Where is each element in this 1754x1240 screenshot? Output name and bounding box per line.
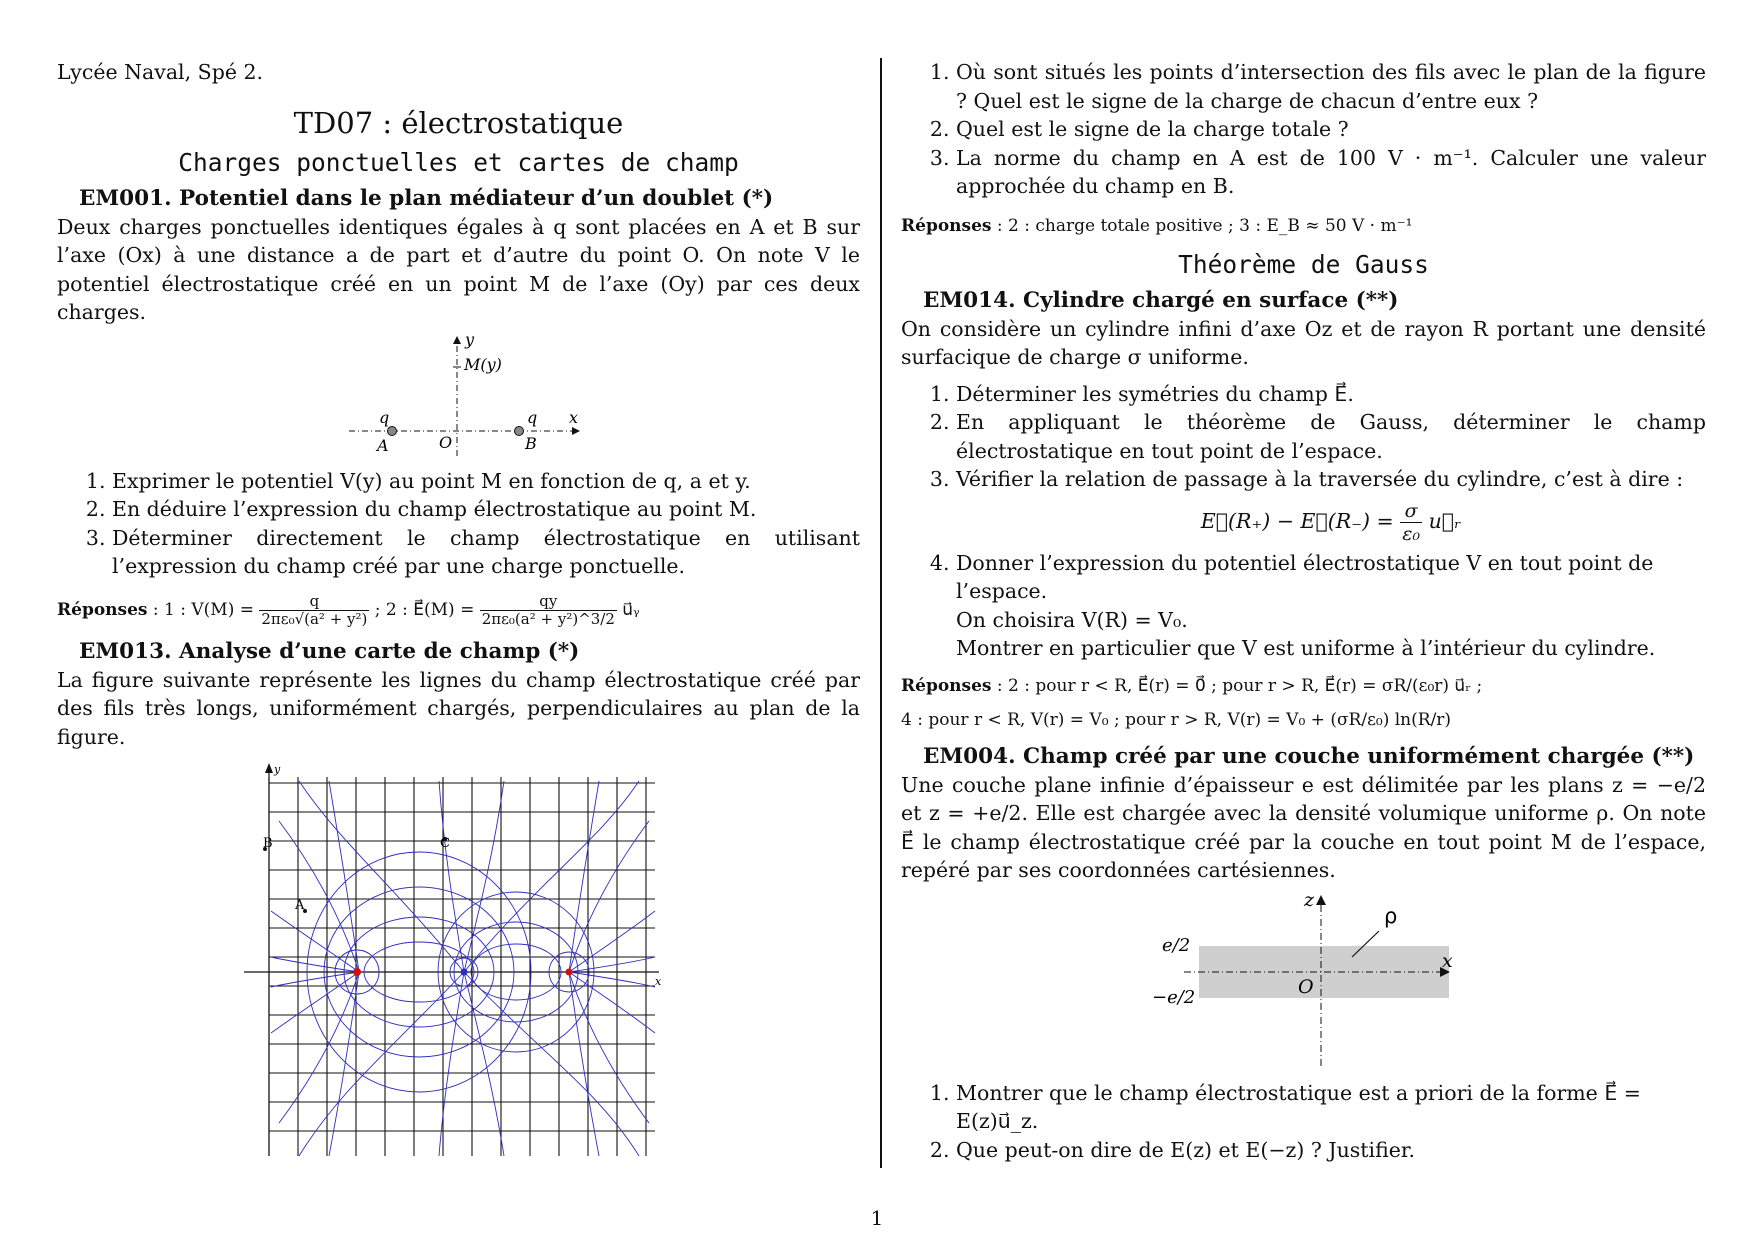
answers-label: Réponses (901, 215, 992, 236)
page-number: 1 (870, 1206, 884, 1230)
wire-charge-1 (353, 968, 361, 976)
answer2-fraction: $\frac{qy}{\text{2πε₀(a² + y²)\textasciicircum{}3/2}}$ (481, 591, 615, 628)
label-o: O (438, 432, 452, 452)
left-column (57, 58, 860, 1161)
section-title-charges: Charges ponctuelles et cartes de champ (178, 147, 739, 177)
slab-figure (1144, 891, 1464, 1071)
question-em013-1: 1. Où sont situés les points d’intersection des fils avec le plan de la figure ? Quel est le signe de la charge de chacun d’entre eux ? (956, 58, 1706, 115)
questions-em001 (57, 467, 860, 581)
slab-label-bottom: −e/2 (1151, 986, 1195, 1008)
field-map (239, 761, 679, 1161)
exercise-intro-em004: Une couche plane infinie d’épaisseur e est délimitée par les plans z = −e/2 et z = +e/2. Elle est chargée avec la densité volumique uniforme ρ. On note E⃗ le champ électrostatique créé par la couche en tout point M de l’espace, repéré par ses coordonnées cartésiennes. (901, 772, 1706, 882)
charge-a-marker (387, 426, 396, 435)
document-title: TD07 : électrostatique (293, 105, 624, 140)
charge-b-marker (514, 426, 523, 435)
answers-label: Réponses (57, 599, 148, 620)
map-label-y: y (273, 763, 280, 776)
answer1-fraction: $\frac{q}{\text{2πε₀√(a² + y²)}}$ (261, 591, 368, 628)
exercise-intro-em001: Deux charges ponctuelles identiques égales à q sont placées en A et B sur l’axe (Ox) à une distance a de part et d’autre du point O. On note V le potentiel électrostatique créé en un point M de l’axe (Oy) par ces deux charges. (57, 214, 860, 324)
question-em014-3: 3. Vérifier la relation de passage à la traversée du cylindre, c’est à dire : E⃗(R₊) − E⃗(R₋) = $\frac{\sigma}{\text{ε₀}}$ u⃗ᵣ (956, 465, 1706, 545)
slab-label-o: O (1297, 975, 1314, 998)
label-q1: q (378, 407, 389, 427)
section-title-gauss: Théorème de Gauss (1178, 249, 1429, 279)
label-q2: q (526, 407, 537, 427)
column-divider (880, 58, 882, 1168)
exercise-title-em013: EM013. Analyse d’une carte de champ (*) (79, 638, 580, 664)
answer1-prefix: : 1 : V(M) = (147, 599, 260, 620)
school-header: Lycée Naval, Spé 2. (57, 60, 264, 84)
relation-equation: E⃗(R₊) − E⃗(R₋) = $\frac{\sigma}{\text{ε₀}}$ u⃗ᵣ (1200, 499, 1462, 545)
question-em004-2: 2. Que peut-on dire de E(z) et E(−z) ? Justifier. (956, 1136, 1706, 1165)
label-b: B (524, 433, 537, 453)
question-em013-2: 2. Quel est le signe de la charge totale ? (956, 115, 1706, 144)
map-point-b: B (262, 836, 273, 851)
exercise-title-em014: EM014. Cylindre chargé en surface (**) (923, 287, 1399, 313)
answer2-prefix: ; 2 : E⃗(M) = (369, 599, 480, 620)
exercise-title-em004: EM004. Champ créé par une couche uniformément chargée (**) (923, 743, 1695, 769)
question-em014-1: 1. Déterminer les symétries du champ E⃗. (956, 380, 1706, 409)
question-em013-3: 3. La norme du champ en A est de 100 V · m⁻¹. Calculer une valeur approchée du champ en B. (956, 144, 1706, 201)
slab-label-z: z (1303, 890, 1314, 911)
map-label-x: x (654, 975, 661, 988)
field-lines (271, 781, 655, 1156)
question-em004-1: 1. Montrer que le champ électrostatique est a priori de la forme E⃗ = E(z)u⃗_z. (956, 1079, 1706, 1136)
label-y: y (464, 330, 474, 349)
right-column (901, 58, 1706, 1164)
exercise-intro-em014: On considère un cylindre infini d’axe Oz et de rayon R portant une densité surfacique de charge σ uniforme. (901, 316, 1706, 369)
wire-charge-2 (460, 969, 467, 976)
slab-label-rho: ρ (1383, 903, 1397, 928)
exercise-title-em001: EM001. Potentiel dans le plan médiateur d’un doublet (*) (79, 185, 774, 211)
label-x: x (568, 407, 578, 427)
map-point-c: C (439, 836, 450, 851)
questions-em004 (901, 1079, 1706, 1165)
answers-em013 (901, 213, 1706, 239)
label-m: M(y) (463, 354, 502, 374)
doublet-figure (329, 331, 589, 461)
question-em014-2: 2. En appliquant le théorème de Gauss, déterminer le champ électrostatique en tout point de l’espace. (956, 408, 1706, 465)
exercise-intro-em013: La figure suivante représente les lignes du champ électrostatique créé par des fils très longs, uniformément chargés, perpendiculaires au plan de la figure. (57, 667, 860, 749)
question-em001-2: 2. En déduire l’expression du champ électrostatique au point M. (112, 495, 860, 524)
answers-em014: Réponses : 2 : pour r < R, E⃗(r) = 0⃗ ; pour r > R, E⃗(r) = σR/(ε₀r) u⃗ᵣ ; 4 : pour r < R, V(r) = V₀ ; pour r > R, V(r) = V₀ + (σR/ε₀) ln(R/r) (901, 675, 1483, 730)
answers-label: Réponses (901, 675, 992, 696)
questions-em013 (901, 58, 1706, 201)
answer2-suffix: u⃗ᵧ (616, 599, 640, 620)
slab-label-top: e/2 (1161, 934, 1190, 956)
label-a: A (376, 435, 389, 455)
questions-em014 (901, 380, 1706, 663)
wire-charge-3 (565, 969, 572, 976)
map-point-a: A (294, 898, 304, 913)
slab-label-x: x (1441, 949, 1453, 972)
question-em001-1: 1. Exprimer le potentiel V(y) au point M en fonction de q, a et y. (112, 467, 860, 496)
answers-em001 (57, 593, 860, 628)
answers-em013-text: : 2 : charge totale positive ; 3 : E_B ≈ 50 V · m⁻¹ (991, 215, 1413, 236)
question-em001-3: 3. Déterminer directement le champ électrostatique en utilisant l’expression du champ créé par une charge ponctuelle. (112, 524, 860, 581)
question-em014-4: 4. Donner l’expression du potentiel électrostatique V en tout point de l’espace. On choisira V(R) = V₀. Montrer en particulier que V est uniforme à l’intérieur du cylindre. (956, 549, 1706, 663)
